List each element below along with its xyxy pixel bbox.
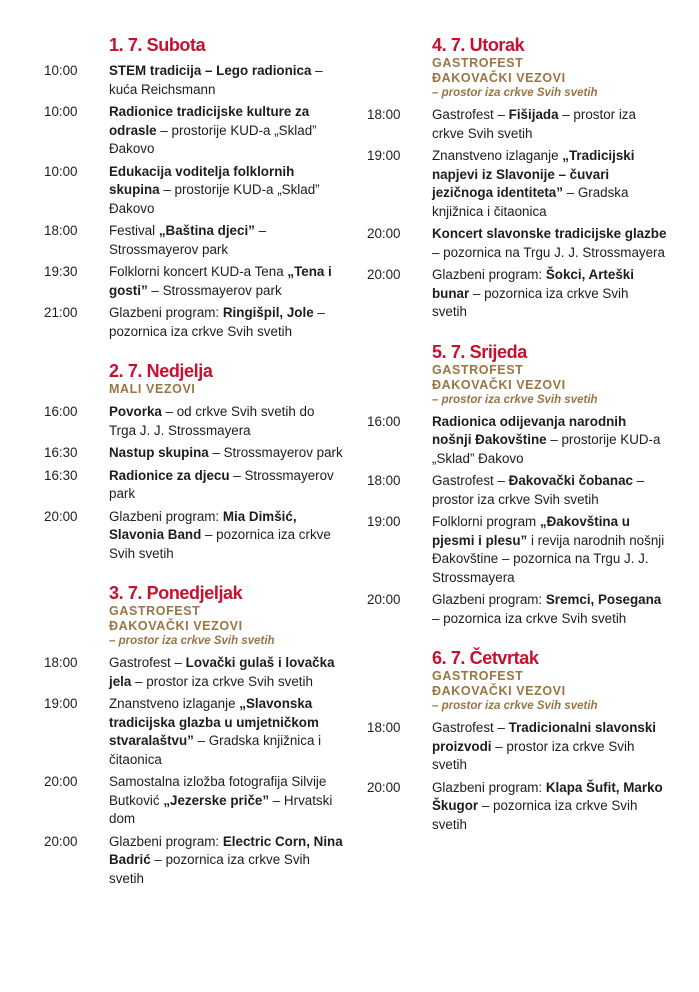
event-highlight: STEM tradicija – Lego radionica — [109, 63, 312, 78]
event-text: Gastrofest – — [109, 655, 186, 670]
event-text: – kuća Reichsmann — [109, 63, 323, 97]
event-time: 10:00 — [44, 104, 78, 119]
event-highlight: Lovački gulaš i lovačka jela — [109, 655, 335, 689]
event-text: – Strossmayerov park — [109, 467, 334, 501]
event-highlight: „Jezerske priče” — [163, 792, 270, 808]
event-description — [109, 222, 344, 259]
event-row — [367, 147, 667, 221]
event-text: – Gradska knjižnica i čitaonica — [109, 733, 322, 767]
event-row — [367, 719, 667, 775]
event-series-label: ĐAKOVAČKI VEZOVI — [432, 377, 566, 392]
event-row — [44, 304, 344, 341]
event-highlight: Fišijada — [508, 107, 559, 122]
event-text: – pozornica iza crkve Svih svetih — [109, 852, 310, 886]
event-highlight: Electric Corn, Nina Badrić — [109, 833, 343, 867]
event-description — [109, 695, 344, 769]
event-highlight: Povorka — [109, 404, 162, 419]
event-text: – prostor iza crkve Svih svetih — [432, 107, 636, 141]
event-text: Folklorni koncert KUD-a Tena — [109, 264, 288, 279]
event-description — [432, 513, 667, 587]
schedule-column-right — [367, 34, 667, 853]
event-highlight: Edukacija voditelja folklornih skupina — [109, 163, 295, 197]
event-text: Glazbeni program: — [432, 779, 546, 795]
event-series-location: – prostor iza crkve Svih svetih — [109, 635, 275, 647]
event-highlight: Klapa Šufit, Marko Škugor — [432, 779, 663, 813]
event-row — [367, 413, 667, 469]
event-highlight: Radionice tradicijske kulture za odrasle — [109, 104, 310, 138]
event-text: Glazbeni program: — [432, 267, 546, 282]
event-highlight: Sremci, Posegana — [545, 592, 662, 607]
event-highlight: „Tradicijski napjevi iz Slavonije – čuvari jezičnoga identiteta” — [432, 148, 635, 200]
day-title: 3. 7. Ponedjeljak — [109, 583, 243, 603]
event-time: 20:00 — [367, 226, 401, 241]
day-section — [44, 582, 344, 888]
event-series-label: MALI VEZOVI — [109, 382, 196, 396]
event-description — [109, 304, 344, 341]
event-text: Glazbeni program: — [109, 833, 223, 849]
schedule-column-left — [44, 34, 344, 907]
event-text: – pozornica na Trgu J. J. Strossmayera — [432, 244, 665, 260]
event-highlight: Radionice za djecu — [109, 467, 230, 483]
event-row — [367, 106, 667, 143]
event-time: 18:00 — [367, 107, 401, 122]
event-description — [432, 106, 667, 143]
event-row — [44, 654, 344, 691]
event-time: 20:00 — [44, 774, 78, 789]
event-description — [109, 467, 344, 504]
event-highlight: Koncert slavonske tradicijske glazbe — [432, 226, 667, 241]
event-text: – Strossmayerov park — [109, 223, 267, 257]
event-row — [367, 779, 667, 835]
event-time: 19:00 — [367, 514, 401, 529]
event-time: 20:00 — [44, 833, 78, 849]
day-title: 5. 7. Srijeda — [432, 341, 527, 362]
day-section — [367, 647, 667, 834]
event-text: – pozornica iza crkve Svih svetih — [432, 610, 627, 626]
event-text: – Strossmayerov park — [208, 445, 343, 460]
event-highlight: „Tena i gosti” — [109, 264, 332, 298]
event-time: 18:00 — [367, 720, 401, 735]
event-series-label: GASTROFEST — [432, 362, 524, 377]
event-text: – prostorije KUD-a „Sklad” Đakovo — [109, 182, 320, 216]
event-description — [109, 263, 344, 300]
event-time: 19:00 — [44, 696, 78, 711]
event-text: – Hrvatski dom — [109, 792, 333, 826]
event-list — [44, 403, 344, 563]
event-time: 20:00 — [367, 779, 401, 795]
event-description — [109, 62, 344, 99]
event-text: Glazbeni program: — [109, 305, 223, 320]
event-time: 18:00 — [367, 473, 401, 488]
event-text: Glazbeni program: — [432, 592, 546, 607]
event-text: Gastrofest – — [432, 107, 509, 122]
event-row — [44, 508, 344, 564]
event-highlight: Radionica odijevanja narodnih nošnji Đakovštine — [432, 413, 627, 447]
event-time: 16:30 — [44, 467, 78, 483]
event-series-label: GASTROFEST — [432, 669, 524, 683]
day-section — [44, 34, 344, 341]
day-title: 6. 7. Četvrtak — [432, 648, 539, 668]
event-description — [109, 103, 344, 159]
event-list — [44, 62, 344, 341]
event-text: Gastrofest – — [432, 720, 509, 735]
event-row — [44, 773, 344, 829]
day-section — [44, 360, 344, 563]
event-series-label: ĐAKOVAČKI VEZOVI — [432, 71, 566, 85]
event-time: 16:00 — [44, 404, 78, 419]
day-title: 2. 7. Nedjelja — [109, 361, 213, 381]
event-text: Znanstveno izlaganje — [432, 148, 563, 163]
event-text: Znanstveno izlaganje — [109, 696, 240, 711]
day-title: 1. 7. Subota — [109, 35, 206, 55]
day-title: 4. 7. Utorak — [432, 35, 525, 55]
event-description — [432, 719, 667, 775]
event-description — [109, 833, 344, 889]
event-text: Glazbeni program: — [109, 508, 223, 524]
event-row — [367, 591, 667, 628]
day-section — [367, 34, 667, 322]
event-text: – Strossmayerov park — [147, 282, 282, 298]
event-highlight: Nastup skupina — [109, 445, 209, 460]
event-highlight: Đakovački čobanac — [508, 473, 633, 488]
event-time: 16:30 — [44, 445, 78, 460]
event-row — [44, 695, 344, 769]
event-list — [367, 719, 667, 834]
event-text: – pozornica iza crkve Svih svetih — [432, 798, 638, 832]
event-row — [44, 62, 344, 99]
event-text: – prostorije KUD-a „Sklad” Đakovo — [109, 122, 317, 156]
event-row — [44, 833, 344, 889]
event-row — [367, 472, 667, 509]
event-series-label: GASTROFEST — [432, 56, 524, 70]
event-text: – pozornica iza crkve Svih svetih — [109, 527, 331, 561]
event-text: – prostorije KUD-a „Sklad” Đakovo — [432, 432, 661, 466]
event-highlight: Tradicionalni slavonski proizvodi — [432, 720, 657, 754]
event-list — [367, 106, 667, 322]
event-time: 20:00 — [367, 267, 401, 282]
event-row — [44, 103, 344, 159]
event-text: Folklorni program — [432, 514, 540, 529]
event-series-location: – prostor iza crkve Svih svetih — [432, 393, 598, 406]
event-text: – prostor iza crkve Svih svetih — [432, 473, 645, 507]
event-row — [44, 222, 344, 259]
event-description — [432, 147, 667, 221]
day-section — [367, 341, 667, 629]
event-series-label: ĐAKOVAČKI VEZOVI — [432, 684, 566, 698]
event-time: 20:00 — [367, 592, 401, 607]
event-text: Festival — [109, 223, 159, 238]
event-description — [432, 225, 667, 262]
event-highlight: „Đakovština u pjesmi i plesu” — [432, 514, 630, 548]
event-row — [367, 225, 667, 262]
event-description — [109, 163, 344, 219]
event-description — [432, 266, 667, 322]
event-time: 19:00 — [367, 148, 401, 163]
event-time: 10:00 — [44, 163, 78, 179]
event-list — [44, 654, 344, 888]
event-description — [109, 444, 344, 463]
event-description — [109, 773, 344, 829]
event-description — [432, 413, 667, 469]
event-text: – prostor iza crkve Svih svetih — [432, 738, 635, 772]
event-text: Samostalna izložba fotografija Silvije Butković — [109, 774, 327, 808]
event-time: 10:00 — [44, 63, 78, 78]
event-description — [432, 472, 667, 509]
event-time: 16:00 — [367, 413, 401, 429]
event-row — [44, 403, 344, 440]
event-description — [432, 779, 667, 835]
event-row — [44, 263, 344, 300]
event-list — [367, 413, 667, 629]
event-series-location: – prostor iza crkve Svih svetih — [432, 700, 598, 712]
event-highlight: „Baština djeci” — [158, 223, 255, 238]
event-text: i revija narodnih nošnji Đakovštine – pozornica na Trgu J. J. Strossmayera — [432, 532, 665, 585]
event-time: 20:00 — [44, 508, 78, 524]
event-text: – Gradska knjižnica i čitaonica — [432, 185, 629, 219]
event-series-label: GASTROFEST — [109, 604, 201, 618]
event-row — [44, 467, 344, 504]
event-time: 18:00 — [44, 655, 78, 670]
event-text: – od crkve Svih svetih do Trga J. J. Strossmayera — [109, 404, 315, 438]
event-time: 18:00 — [44, 223, 78, 238]
event-highlight: Šokci, Arteški bunar — [432, 267, 634, 301]
event-text: Gastrofest – — [432, 473, 509, 488]
event-highlight: „Slavonska tradicijska glazba u umjetničkom stvaralaštvu” — [109, 696, 319, 748]
event-time: 19:30 — [44, 264, 78, 279]
event-description — [109, 654, 344, 691]
event-description — [109, 403, 344, 440]
event-description — [109, 508, 344, 564]
event-time: 21:00 — [44, 305, 78, 320]
event-text: – pozornica iza crkve Svih svetih — [109, 305, 325, 339]
event-series-label: ĐAKOVAČKI VEZOVI — [109, 619, 243, 633]
event-highlight: Mia Dimšić, Slavonia Band — [109, 508, 297, 542]
event-description — [432, 591, 667, 628]
event-row — [367, 266, 667, 322]
event-row — [44, 444, 344, 463]
event-text: – pozornica iza crkve Svih svetih — [432, 285, 629, 319]
event-highlight: Ringišpil, Jole — [222, 305, 314, 320]
event-text: – prostor iza crkve Svih svetih — [131, 673, 313, 689]
event-series-location: – prostor iza crkve Svih svetih — [432, 87, 598, 99]
event-row — [44, 163, 344, 219]
event-row — [367, 513, 667, 587]
